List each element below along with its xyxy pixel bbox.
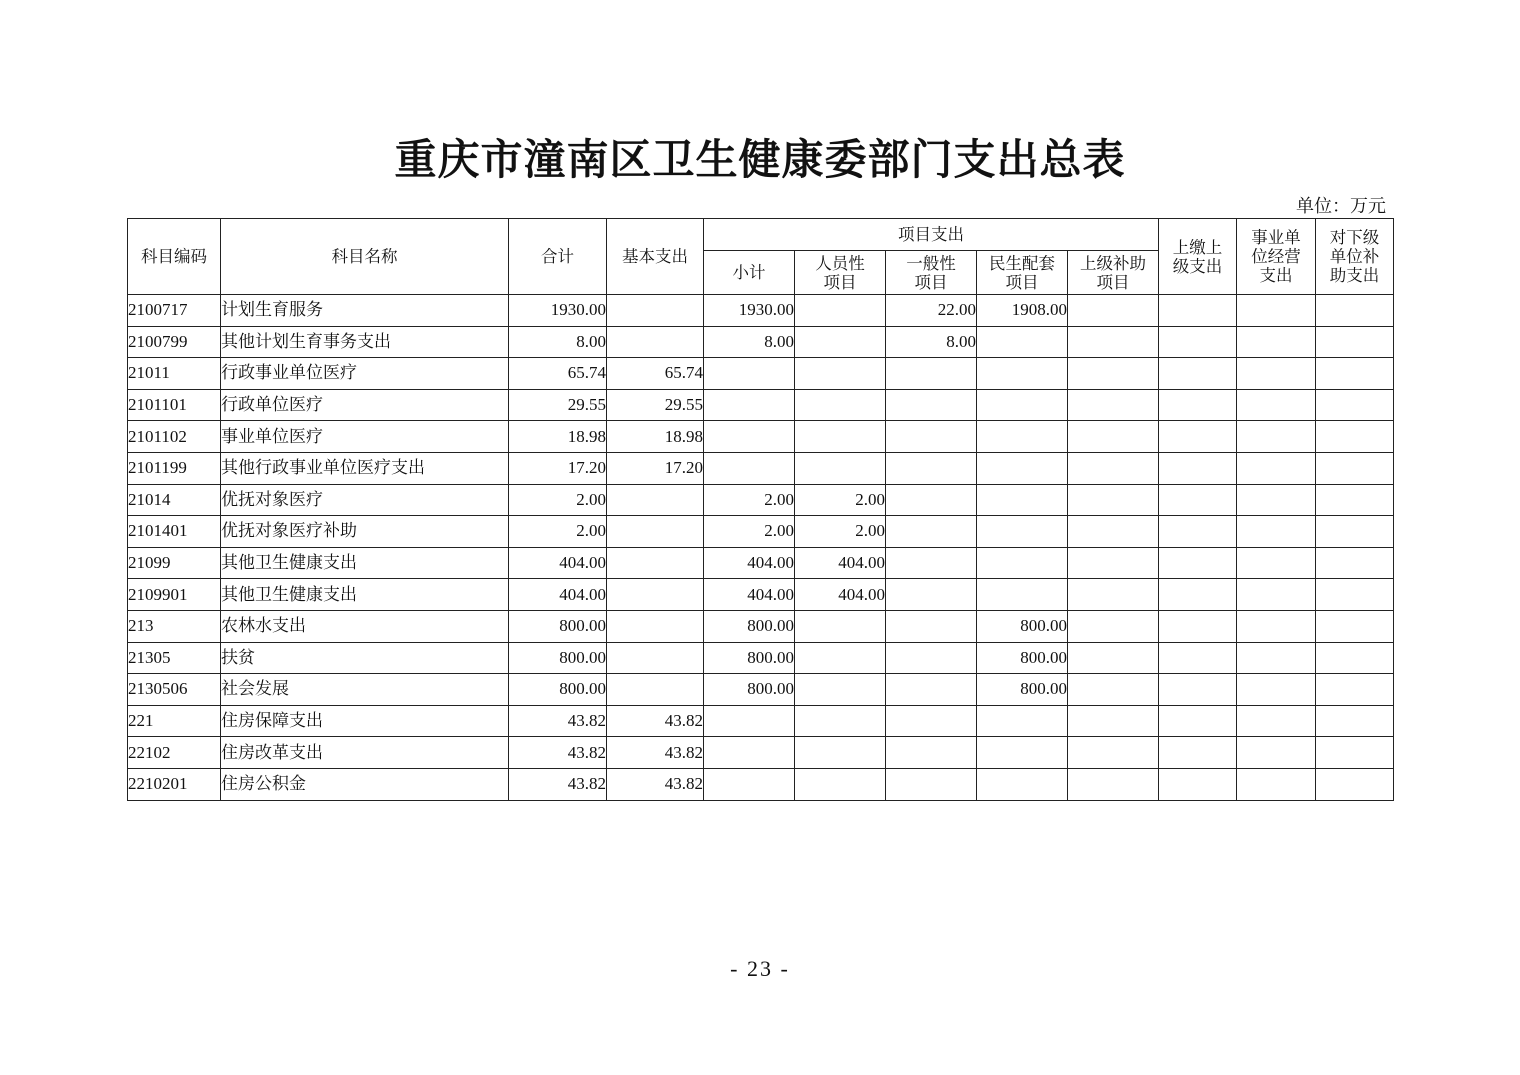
header-basic: 基本支出 — [607, 219, 704, 295]
header-livelihood-line1: 民生配套 — [989, 253, 1055, 273]
cell-remit — [1159, 610, 1237, 642]
cell-basic — [607, 295, 704, 327]
header-superior-subsidy — [1068, 251, 1159, 295]
cell-total: 800.00 — [509, 642, 607, 674]
cell-remit — [1159, 295, 1237, 327]
cell-code: 2101101 — [128, 389, 221, 421]
cell-business — [1237, 674, 1316, 706]
cell-remit — [1159, 358, 1237, 390]
cell-name: 住房公积金 — [221, 768, 509, 800]
cell-superior-subsidy — [1068, 421, 1159, 453]
cell-general — [886, 547, 977, 579]
cell-total: 17.20 — [509, 452, 607, 484]
table-row — [128, 326, 1394, 358]
cell-personnel: 404.00 — [795, 579, 886, 611]
cell-total: 404.00 — [509, 579, 607, 611]
cell-name: 行政单位医疗 — [221, 389, 509, 421]
cell-personnel: 404.00 — [795, 547, 886, 579]
cell-subtotal: 404.00 — [704, 579, 795, 611]
cell-superior-subsidy — [1068, 642, 1159, 674]
cell-subsidy-lower — [1316, 705, 1394, 737]
cell-basic: 43.82 — [607, 705, 704, 737]
table-row — [128, 737, 1394, 769]
cell-personnel: 2.00 — [795, 484, 886, 516]
header-livelihood-line2: 项目 — [1005, 272, 1039, 292]
header-general — [886, 251, 977, 295]
cell-name: 住房保障支出 — [221, 705, 509, 737]
header-business — [1237, 219, 1316, 295]
cell-name: 其他卫生健康支出 — [221, 579, 509, 611]
cell-code: 2109901 — [128, 579, 221, 611]
cell-personnel — [795, 452, 886, 484]
cell-remit — [1159, 768, 1237, 800]
cell-code: 2130506 — [128, 674, 221, 706]
cell-business — [1237, 295, 1316, 327]
cell-personnel — [795, 737, 886, 769]
cell-basic: 17.20 — [607, 452, 704, 484]
table-header — [128, 219, 1394, 295]
cell-business — [1237, 642, 1316, 674]
cell-business — [1237, 358, 1316, 390]
cell-name: 其他卫生健康支出 — [221, 547, 509, 579]
cell-remit — [1159, 579, 1237, 611]
cell-name: 扶贫 — [221, 642, 509, 674]
header-personnel-line1: 人员性 — [815, 253, 865, 273]
header-subsidy-lower — [1316, 219, 1394, 295]
cell-subtotal: 2.00 — [704, 484, 795, 516]
cell-subtotal — [704, 737, 795, 769]
cell-superior-subsidy — [1068, 358, 1159, 390]
cell-general: 22.00 — [886, 295, 977, 327]
cell-general — [886, 579, 977, 611]
cell-total: 43.82 — [509, 705, 607, 737]
cell-subtotal — [704, 705, 795, 737]
cell-business — [1237, 389, 1316, 421]
cell-subtotal — [704, 389, 795, 421]
cell-subsidy-lower — [1316, 452, 1394, 484]
cell-business — [1237, 737, 1316, 769]
header-subsidy-lower-line3: 助支出 — [1329, 266, 1380, 285]
cell-basic — [607, 642, 704, 674]
table-row — [128, 768, 1394, 800]
cell-superior-subsidy — [1068, 516, 1159, 548]
cell-remit — [1159, 516, 1237, 548]
cell-name: 行政事业单位医疗 — [221, 358, 509, 390]
cell-business — [1237, 705, 1316, 737]
cell-superior-subsidy — [1068, 389, 1159, 421]
cell-code: 2100799 — [128, 326, 221, 358]
header-superior-subsidy-line1: 上级补助 — [1080, 253, 1147, 273]
cell-subtotal — [704, 452, 795, 484]
cell-basic: 43.82 — [607, 768, 704, 800]
cell-general — [886, 737, 977, 769]
cell-subsidy-lower — [1316, 358, 1394, 390]
cell-general — [886, 516, 977, 548]
header-remit — [1159, 219, 1237, 295]
cell-subsidy-lower — [1316, 389, 1394, 421]
cell-personnel — [795, 295, 886, 327]
table-row — [128, 705, 1394, 737]
header-personnel — [795, 251, 886, 295]
cell-basic — [607, 516, 704, 548]
cell-personnel — [795, 421, 886, 453]
table-row — [128, 674, 1394, 706]
cell-general — [886, 484, 977, 516]
cell-general: 8.00 — [886, 326, 977, 358]
cell-remit — [1159, 642, 1237, 674]
cell-livelihood: 800.00 — [977, 642, 1068, 674]
cell-personnel — [795, 389, 886, 421]
header-general-line2: 项目 — [914, 272, 948, 292]
cell-general — [886, 674, 977, 706]
cell-superior-subsidy — [1068, 295, 1159, 327]
cell-general — [886, 358, 977, 390]
cell-subtotal: 2.00 — [704, 516, 795, 548]
table-row — [128, 358, 1394, 390]
cell-business — [1237, 579, 1316, 611]
cell-personnel — [795, 674, 886, 706]
table-row — [128, 610, 1394, 642]
cell-remit — [1159, 547, 1237, 579]
cell-livelihood — [977, 389, 1068, 421]
cell-total: 43.82 — [509, 768, 607, 800]
cell-subsidy-lower — [1316, 295, 1394, 327]
header-personnel-line2: 项目 — [823, 272, 857, 292]
cell-personnel — [795, 610, 886, 642]
cell-livelihood — [977, 452, 1068, 484]
cell-total: 800.00 — [509, 674, 607, 706]
cell-name: 社会发展 — [221, 674, 509, 706]
cell-name: 住房改革支出 — [221, 737, 509, 769]
cell-business — [1237, 516, 1316, 548]
table-body — [128, 295, 1394, 801]
header-subtotal: 小计 — [704, 251, 795, 295]
cell-subtotal — [704, 358, 795, 390]
cell-business — [1237, 452, 1316, 484]
cell-code: 213 — [128, 610, 221, 642]
cell-code: 2101199 — [128, 452, 221, 484]
unit-label: 单位：万元 — [1296, 196, 1386, 216]
table-row — [128, 452, 1394, 484]
cell-name: 计划生育服务 — [221, 295, 509, 327]
cell-subtotal — [704, 421, 795, 453]
cell-superior-subsidy — [1068, 610, 1159, 642]
header-remit-line2: 级支出 — [1172, 256, 1223, 276]
cell-business — [1237, 610, 1316, 642]
cell-personnel — [795, 705, 886, 737]
table-row — [128, 484, 1394, 516]
cell-subsidy-lower — [1316, 642, 1394, 674]
cell-livelihood: 800.00 — [977, 610, 1068, 642]
cell-livelihood: 800.00 — [977, 674, 1068, 706]
cell-code: 2210201 — [128, 768, 221, 800]
cell-personnel — [795, 358, 886, 390]
cell-total: 800.00 — [509, 610, 607, 642]
page-number: - 23 - — [730, 956, 790, 981]
table-row — [128, 547, 1394, 579]
cell-subsidy-lower — [1316, 737, 1394, 769]
cell-remit — [1159, 421, 1237, 453]
cell-code: 21305 — [128, 642, 221, 674]
cell-superior-subsidy — [1068, 452, 1159, 484]
cell-business — [1237, 484, 1316, 516]
cell-livelihood — [977, 516, 1068, 548]
cell-total: 43.82 — [509, 737, 607, 769]
cell-livelihood — [977, 547, 1068, 579]
header-subsidy-lower-line1: 对下级 — [1329, 228, 1380, 247]
cell-superior-subsidy — [1068, 326, 1159, 358]
cell-subsidy-lower — [1316, 516, 1394, 548]
table-row — [128, 389, 1394, 421]
table-row — [128, 579, 1394, 611]
cell-livelihood — [977, 358, 1068, 390]
cell-general — [886, 421, 977, 453]
cell-subsidy-lower — [1316, 674, 1394, 706]
cell-superior-subsidy — [1068, 579, 1159, 611]
cell-subsidy-lower — [1316, 610, 1394, 642]
cell-subtotal: 1930.00 — [704, 295, 795, 327]
cell-subtotal: 404.00 — [704, 547, 795, 579]
cell-superior-subsidy — [1068, 547, 1159, 579]
cell-code: 22102 — [128, 737, 221, 769]
header-subsidy-lower-line2: 单位补 — [1329, 247, 1380, 266]
cell-remit — [1159, 452, 1237, 484]
cell-total: 404.00 — [509, 547, 607, 579]
cell-general — [886, 610, 977, 642]
cell-business — [1237, 326, 1316, 358]
cell-total: 2.00 — [509, 484, 607, 516]
page-title: 重庆市潼南区卫生健康委部门支出总表 — [394, 135, 1126, 184]
header-business-line3: 支出 — [1259, 266, 1293, 285]
cell-livelihood — [977, 421, 1068, 453]
cell-total: 18.98 — [509, 421, 607, 453]
cell-basic — [607, 610, 704, 642]
cell-livelihood — [977, 705, 1068, 737]
cell-subtotal: 8.00 — [704, 326, 795, 358]
cell-basic: 43.82 — [607, 737, 704, 769]
cell-personnel: 2.00 — [795, 516, 886, 548]
cell-total: 1930.00 — [509, 295, 607, 327]
header-livelihood — [977, 251, 1068, 295]
cell-general — [886, 389, 977, 421]
header-general-line1: 一般性 — [906, 253, 956, 273]
cell-general — [886, 642, 977, 674]
cell-code: 2100717 — [128, 295, 221, 327]
cell-code: 2101401 — [128, 516, 221, 548]
cell-subsidy-lower — [1316, 484, 1394, 516]
cell-personnel — [795, 642, 886, 674]
cell-name: 其他计划生育事务支出 — [221, 326, 509, 358]
table-row — [128, 295, 1394, 327]
header-name: 科目名称 — [221, 219, 509, 295]
expenditure-table — [127, 218, 1394, 801]
cell-name: 农林水支出 — [221, 610, 509, 642]
cell-general — [886, 452, 977, 484]
cell-basic: 18.98 — [607, 421, 704, 453]
cell-subtotal: 800.00 — [704, 610, 795, 642]
cell-remit — [1159, 737, 1237, 769]
cell-basic — [607, 484, 704, 516]
cell-general — [886, 705, 977, 737]
cell-business — [1237, 421, 1316, 453]
cell-livelihood — [977, 484, 1068, 516]
cell-basic — [607, 326, 704, 358]
cell-subsidy-lower — [1316, 579, 1394, 611]
header-business-line1: 事业单 — [1251, 228, 1301, 247]
cell-subsidy-lower — [1316, 547, 1394, 579]
cell-basic: 29.55 — [607, 389, 704, 421]
cell-superior-subsidy — [1068, 737, 1159, 769]
cell-superior-subsidy — [1068, 674, 1159, 706]
cell-name: 事业单位医疗 — [221, 421, 509, 453]
cell-livelihood — [977, 737, 1068, 769]
cell-name: 其他行政事业单位医疗支出 — [221, 452, 509, 484]
cell-general — [886, 768, 977, 800]
cell-remit — [1159, 674, 1237, 706]
cell-name: 优抚对象医疗 — [221, 484, 509, 516]
cell-code: 21014 — [128, 484, 221, 516]
cell-code: 221 — [128, 705, 221, 737]
cell-superior-subsidy — [1068, 705, 1159, 737]
cell-basic — [607, 674, 704, 706]
cell-livelihood: 1908.00 — [977, 295, 1068, 327]
cell-total: 65.74 — [509, 358, 607, 390]
cell-subtotal: 800.00 — [704, 674, 795, 706]
header-remit-line1: 上缴上 — [1172, 237, 1223, 257]
cell-remit — [1159, 705, 1237, 737]
table-row — [128, 642, 1394, 674]
cell-total: 2.00 — [509, 516, 607, 548]
cell-remit — [1159, 389, 1237, 421]
header-total: 合计 — [509, 219, 607, 295]
cell-remit — [1159, 326, 1237, 358]
cell-livelihood — [977, 768, 1068, 800]
cell-total: 29.55 — [509, 389, 607, 421]
header-code: 科目编码 — [128, 219, 221, 295]
cell-subsidy-lower — [1316, 768, 1394, 800]
cell-basic — [607, 547, 704, 579]
header-business-line2: 位经营 — [1251, 247, 1301, 266]
cell-total: 8.00 — [509, 326, 607, 358]
cell-superior-subsidy — [1068, 768, 1159, 800]
cell-superior-subsidy — [1068, 484, 1159, 516]
cell-basic — [607, 579, 704, 611]
cell-subsidy-lower — [1316, 421, 1394, 453]
cell-subtotal: 800.00 — [704, 642, 795, 674]
cell-subsidy-lower — [1316, 326, 1394, 358]
cell-code: 21011 — [128, 358, 221, 390]
cell-personnel — [795, 326, 886, 358]
cell-code: 2101102 — [128, 421, 221, 453]
header-superior-subsidy-line2: 项目 — [1096, 272, 1130, 292]
table-row — [128, 421, 1394, 453]
cell-livelihood — [977, 326, 1068, 358]
cell-remit — [1159, 484, 1237, 516]
cell-code: 21099 — [128, 547, 221, 579]
cell-basic: 65.74 — [607, 358, 704, 390]
cell-livelihood — [977, 579, 1068, 611]
cell-personnel — [795, 768, 886, 800]
cell-subtotal — [704, 768, 795, 800]
cell-business — [1237, 547, 1316, 579]
cell-name: 优抚对象医疗补助 — [221, 516, 509, 548]
table-row — [128, 516, 1394, 548]
header-project: 项目支出 — [704, 219, 1159, 251]
cell-business — [1237, 768, 1316, 800]
